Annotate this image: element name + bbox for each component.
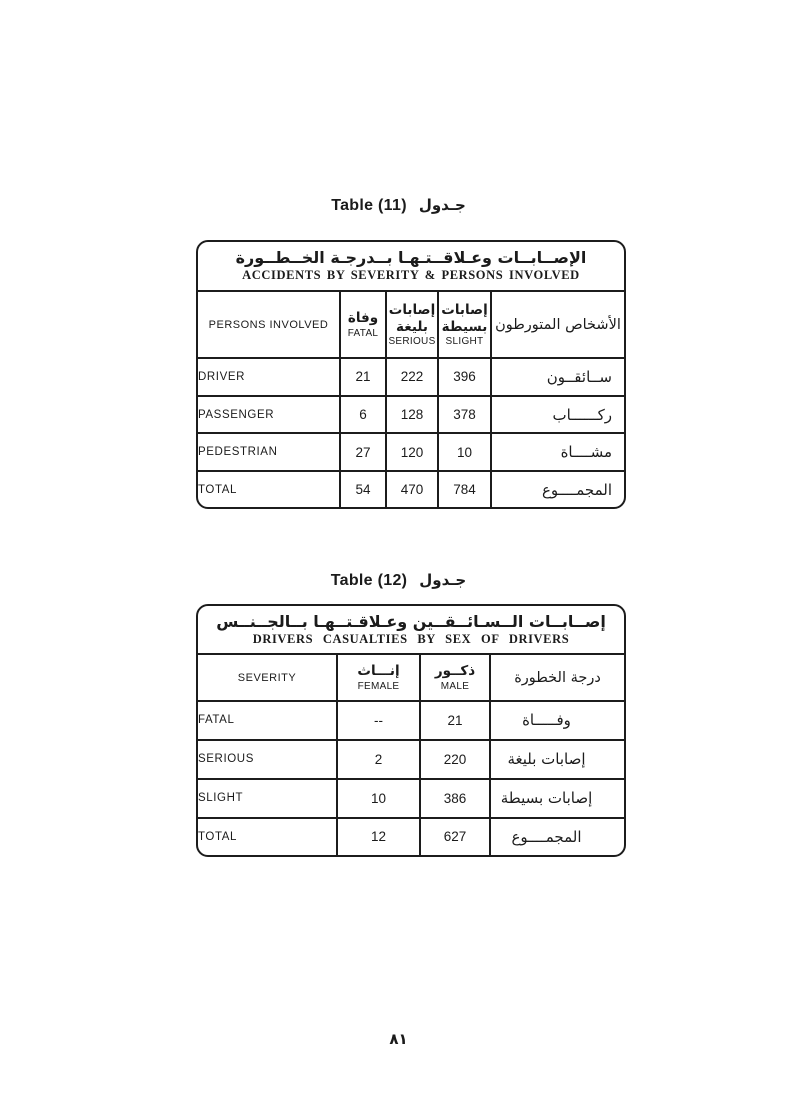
table11-header-fatal — [340, 291, 386, 358]
table12-drivers-casualties-by-sex — [196, 604, 626, 857]
table12-header-severity: SEVERITY — [198, 654, 337, 701]
driver-label: DRIVER — [198, 358, 340, 396]
male-header-arabic: ذكــور — [434, 663, 476, 680]
table12-header-severity-arabic: درجة الخطورة — [490, 654, 624, 701]
total-serious-value: 470 — [386, 471, 438, 507]
driver-fatal-value: 21 — [340, 358, 386, 396]
fatal-label: FATAL — [198, 701, 337, 740]
total12-male-value: 627 — [420, 818, 490, 855]
table12-column-headers — [198, 654, 624, 701]
table12-title-arabic: إصــابــات الــسـائــقــين وعـلاقـتــهـا بــالجــنــس — [216, 611, 606, 631]
table12-caption — [0, 571, 797, 590]
table11-caption-ar: جـدول — [418, 196, 466, 214]
serious-header-arabic-line1: إصابات — [388, 301, 436, 318]
table11-header-serious — [386, 291, 438, 358]
table12-title-english: DRIVERS CASUALTIES BY SEX OF DRIVERS — [252, 631, 570, 646]
serious-label: SERIOUS — [198, 740, 337, 779]
serious-header-arabic-line2: بليغة — [396, 318, 428, 335]
total12-label: TOTAL — [198, 818, 337, 855]
passenger-slight-value: 378 — [438, 396, 491, 434]
pedestrian-label: PEDESTRIAN — [198, 433, 340, 471]
male-header-english: MALE — [440, 680, 470, 692]
table-row-serious — [198, 740, 624, 779]
slight-label: SLIGHT — [198, 779, 337, 818]
table-row-driver — [198, 358, 624, 396]
table-row-total — [198, 471, 624, 507]
total-label: TOTAL — [198, 471, 340, 507]
slight-female-value: 10 — [337, 779, 420, 818]
serious-header-english: SERIOUS — [388, 336, 436, 348]
table12-header-male — [420, 654, 490, 701]
table12-caption-ar: جـدول — [419, 571, 467, 589]
female-header-arabic: إنـــاث — [357, 663, 400, 680]
table12-title-band — [198, 606, 624, 654]
fatal-label-arabic: وفـــــاة — [490, 701, 624, 740]
table11-title-arabic: الإصــابــات وعـلاقــتـهـا بــدرجـة الخــطــورة — [235, 248, 587, 267]
table12-header-female — [337, 654, 420, 701]
table-row-fatal — [198, 701, 624, 740]
driver-serious-value: 222 — [386, 358, 438, 396]
total-label-arabic: المجمــــوع — [491, 471, 624, 507]
slight-label-arabic: إصابات بسيطة — [490, 779, 624, 818]
table11-title-cell — [198, 242, 624, 291]
table11-header-slight — [438, 291, 491, 358]
slight-male-value: 386 — [420, 779, 490, 818]
table12-title-cell — [198, 606, 624, 654]
table11-header-persons-arabic: الأشخاص المتورطون — [491, 291, 624, 358]
fatal-male-value: 21 — [420, 701, 490, 740]
driver-label-arabic: ســائقــون — [491, 358, 624, 396]
table-row-slight — [198, 779, 624, 818]
passenger-serious-value: 128 — [386, 396, 438, 434]
slight-header-english: SLIGHT — [445, 336, 484, 348]
total-fatal-value: 54 — [340, 471, 386, 507]
table11-caption — [0, 196, 797, 215]
table11-header-persons-involved: PERSONS INVOLVED — [198, 291, 340, 358]
fatal-header-english: FATAL — [347, 327, 379, 339]
pedestrian-label-arabic: مشــــاة — [491, 433, 624, 471]
pedestrian-serious-value: 120 — [386, 433, 438, 471]
table11-title-english: ACCIDENTS BY SEVERITY & PERSONS INVOLVED — [242, 268, 580, 282]
table-row-pedestrian — [198, 433, 624, 471]
fatal-header-arabic: وفاة — [347, 310, 379, 327]
table11-accidents-by-severity — [196, 240, 626, 509]
passenger-label: PASSENGER — [198, 396, 340, 434]
serious-label-arabic: إصابات بليغة — [490, 740, 624, 779]
fatal-female-value: -- — [337, 701, 420, 740]
table11-title-band — [198, 242, 624, 291]
table-row-total12 — [198, 818, 624, 855]
table11-caption-en: Table (11) — [331, 197, 407, 214]
total-slight-value: 784 — [438, 471, 491, 507]
serious-male-value: 220 — [420, 740, 490, 779]
driver-slight-value: 396 — [438, 358, 491, 396]
table11-column-headers — [198, 291, 624, 358]
page-number: ٨١ — [389, 1030, 408, 1048]
slight-header-arabic-line2: بسيطة — [441, 318, 488, 335]
passenger-label-arabic: ركــــــاب — [491, 396, 624, 434]
passenger-fatal-value: 6 — [340, 396, 386, 434]
female-header-english: FEMALE — [357, 680, 400, 692]
total12-female-value: 12 — [337, 818, 420, 855]
table-row-passenger — [198, 396, 624, 434]
pedestrian-slight-value: 10 — [438, 433, 491, 471]
total12-label-arabic: المجمــــوع — [490, 818, 624, 855]
slight-header-arabic-line1: إصابات — [441, 301, 488, 318]
table12-caption-en: Table (12) — [330, 572, 408, 589]
serious-female-value: 2 — [337, 740, 420, 779]
pedestrian-fatal-value: 27 — [340, 433, 386, 471]
